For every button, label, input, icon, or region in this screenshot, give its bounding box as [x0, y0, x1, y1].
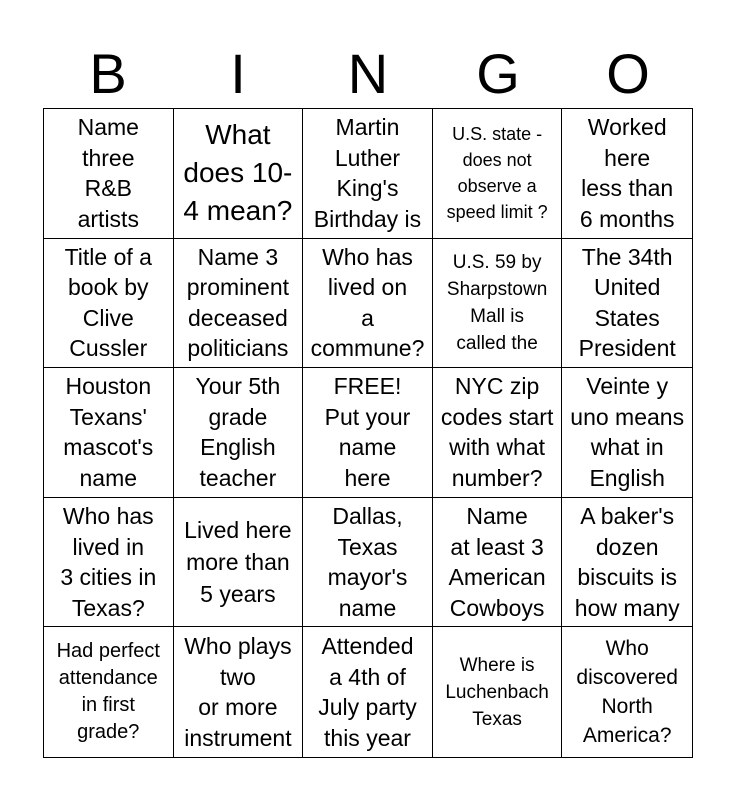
cell-text: Title of a book by Clive Cussler [64, 243, 152, 362]
cell-text: What does 10- 4 mean? [183, 119, 293, 227]
cell-text: Attended a 4th of July party this year [318, 633, 417, 751]
bingo-cell[interactable] [174, 627, 304, 757]
cell-text: Name three R&B artists [77, 114, 139, 232]
cell-text: The 34th United States President [578, 243, 676, 362]
bingo-cell[interactable] [303, 239, 433, 369]
cell-text: Where is Luchenbach Texas [445, 654, 549, 730]
bingo-cell[interactable] [44, 627, 174, 757]
cell-text: A baker's dozen biscuits is how many [574, 503, 680, 621]
bingo-cell[interactable] [562, 368, 692, 498]
bingo-cell[interactable] [174, 498, 304, 628]
bingo-cell[interactable] [174, 368, 304, 498]
cell-text: Had perfect attendance in first grade? [56, 640, 160, 744]
cell-text: Who has lived on a commune? [310, 243, 425, 362]
bingo-cell[interactable] [174, 239, 304, 369]
cell-text: Your 5th grade English teacher [195, 373, 281, 491]
cell-text: Who plays two or more instrument [184, 633, 292, 751]
cell-text: Name 3 prominent deceased politicians [186, 243, 290, 362]
bingo-cell[interactable] [303, 498, 433, 628]
cell-text: NYC zip codes start with what number? [440, 373, 554, 491]
bingo-cell[interactable] [433, 627, 563, 757]
bingo-cell[interactable] [562, 498, 692, 628]
bingo-header [43, 40, 693, 108]
cell-text: Lived here more than 5 years [184, 517, 292, 608]
bingo-cell[interactable] [433, 368, 563, 498]
bingo-cell[interactable] [44, 498, 174, 628]
bingo-card [43, 108, 693, 758]
cell-text: U.S. 59 by Sharpstown Mall is called the [446, 251, 548, 354]
bingo-cell[interactable] [303, 109, 433, 239]
cell-text: U.S. state - does not observe a speed limit ? [446, 124, 548, 223]
cell-text: Name at least 3 American Cowboys [448, 503, 546, 621]
header-letter-o: O [606, 42, 650, 105]
header-letter-b: B [89, 42, 127, 105]
bingo-cell[interactable] [433, 109, 563, 239]
bingo-cell[interactable] [562, 239, 692, 369]
free-space-cell[interactable] [303, 368, 433, 498]
bingo-cell[interactable] [303, 627, 433, 757]
bingo-cell[interactable] [44, 368, 174, 498]
bingo-cell[interactable] [174, 109, 304, 239]
bingo-cell[interactable] [562, 109, 692, 239]
cell-text: Who discovered North America? [576, 637, 678, 748]
cell-text: FREE! Put your name here [324, 373, 411, 491]
cell-text: Worked here less than 6 months [579, 114, 675, 232]
cell-text: Martin Luther King's Birthday is [313, 114, 422, 232]
cell-text: Houston Texans' mascot's name [63, 373, 154, 491]
bingo-cell[interactable] [433, 239, 563, 369]
cell-text: Dallas, Texas mayor's name [327, 503, 408, 621]
bingo-cell[interactable] [44, 109, 174, 239]
bingo-cell[interactable] [44, 239, 174, 369]
bingo-cell[interactable] [433, 498, 563, 628]
cell-text: Veinte y uno means what in English [570, 373, 685, 491]
cell-text: Who has lived in 3 cities in Texas? [60, 503, 157, 621]
header-letter-g: G [476, 42, 520, 105]
bingo-cell[interactable] [562, 627, 692, 757]
header-letter-i: I [230, 42, 246, 105]
header-letter-n: N [347, 42, 389, 105]
